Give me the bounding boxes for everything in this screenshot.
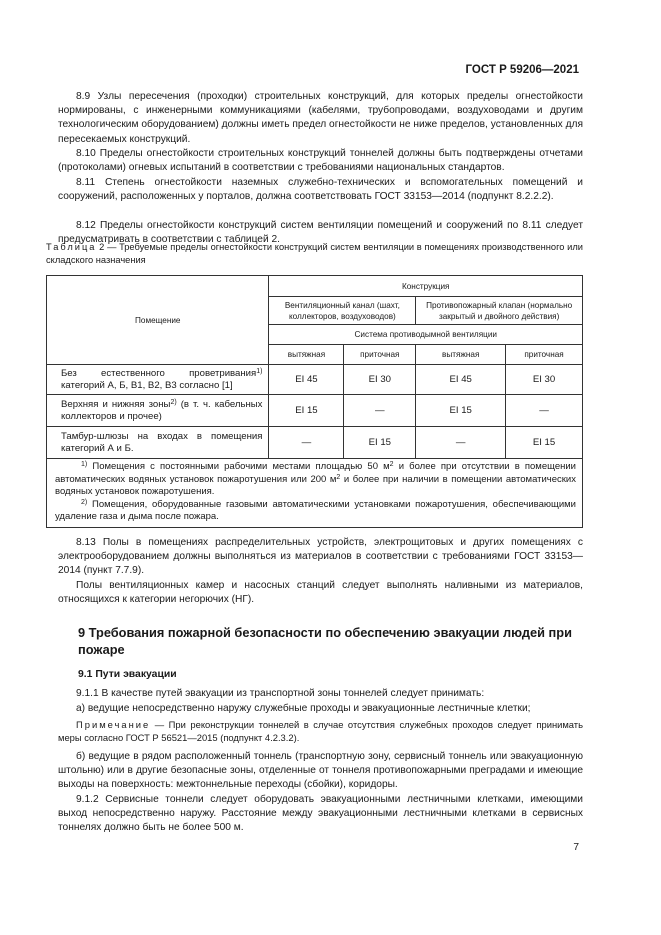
table-notes bbox=[47, 459, 583, 528]
header-duct: Вентиляционный канал (шахт, коллекторов, воздуховодов) bbox=[269, 297, 416, 325]
cell-value: EI 15 bbox=[506, 427, 583, 459]
cell-value: — bbox=[269, 427, 344, 459]
header-supply-2: приточная bbox=[506, 345, 583, 365]
table-row bbox=[47, 395, 583, 427]
cell-value: — bbox=[506, 395, 583, 427]
cell-value: — bbox=[416, 427, 506, 459]
table-caption-text: 2 — Требуемые пределы огнестойкости конструкций систем вентиляции в помещениях производственного или складского назначения bbox=[46, 242, 583, 265]
cell-value: EI 15 bbox=[269, 395, 344, 427]
table-caption-label: Таблица bbox=[46, 242, 97, 252]
paragraph-8-13: 8.13 Полы в помещениях распределительных устройств, электрощитовых и других помещениях с электрооборудованием должны выполняться из материалов в соответствии с требованиями ГОСТ 33153—2014 (пункт 7.7.9). bbox=[58, 537, 583, 577]
header-exhaust-1: вытяжная bbox=[269, 345, 344, 365]
header-exhaust-2: вытяжная bbox=[416, 345, 506, 365]
note-text: — При реконструкции тоннелей в случае отсутствия служебных проходов следует принимать меры согласно ГОСТ Р 56521—2015 (подпункт 4.2.3.2). bbox=[58, 719, 583, 743]
subsection-9-1-heading: 9.1 Пути эвакуации bbox=[78, 669, 177, 680]
table-notes-row bbox=[47, 459, 583, 528]
paragraph-8-9: 8.9 Узлы пересечения (проходки) строительных конструкций, для которых пределы огнестойкости нормированы, с инженерными коммуникациями (кабелями, трубопроводами, воздуховодами и другим технологическим оборудованием) должны иметь предел огнестойкости не ниже пределов, установленных для пересекаемых конструкций. bbox=[58, 91, 583, 145]
cell-value: EI 45 bbox=[416, 365, 506, 395]
fire-resistance-table bbox=[46, 275, 583, 528]
table-row bbox=[47, 427, 583, 459]
row-room: Тамбур-шлюзы на входах в помещения категорий А и Б. bbox=[47, 427, 269, 459]
note bbox=[58, 718, 583, 744]
page-number: 7 bbox=[573, 842, 579, 853]
footnote-2: $^{2)}$ Помещения, оборудованные газовыми автоматическими установками пожаротушения, обеспечивающими удаление газа и дыма после пожара. bbox=[55, 498, 576, 523]
paragraph-9-1-1-b: б) ведущие в рядом расположенный тоннель (транспортную зону, сервисный тоннель или эвакуационную штольню) или в другие безопасные зоны, отделенные от тоннеля противопожарными преградами и имеющие выходы на поверхность: межтоннельные переходы (сбойки), коридоры. bbox=[58, 751, 583, 791]
document-code: ГОСТ Р 59206—2021 bbox=[465, 64, 579, 76]
header-valve: Противопожарный клапан (нормально закрытый и двойного действия) bbox=[416, 297, 583, 325]
paragraph-9-1-1-a: а) ведущие непосредственно наружу служебные проходы и эвакуационные лестничные клетки; bbox=[76, 703, 531, 714]
table-caption bbox=[46, 241, 583, 267]
paragraph-8-12: 8.12 Пределы огнестойкости конструкций систем вентиляции помещений и сооружений по 8.11 следует предусматривать в соответствии с таблицей 2. bbox=[58, 220, 583, 246]
row-room: Без естественного проветривания$^{1)}$ категорий А, Б, В1, В2, В3 согласно [1] bbox=[47, 365, 269, 395]
header-smoke-system: Система противодымной вентиляции bbox=[269, 325, 583, 345]
table-row bbox=[47, 365, 583, 395]
paragraph-8-11: 8.11 Степень огнестойкости наземных служебно-технических и вспомогательных помещений и сооружений, расположенных у порталов, должна соответствовать ГОСТ 33153—2014 (подпункт 8.2.2.2). bbox=[58, 177, 583, 203]
cell-value: EI 30 bbox=[506, 365, 583, 395]
header-construction: Конструкция bbox=[269, 276, 583, 297]
paragraph-8-13-floors: Полы вентиляционных камер и насосных станций следует выполнять наливными из материалов, относящихся к категории негорючих (НГ). bbox=[58, 580, 583, 606]
paragraph-9-1-1: 9.1.1 В качестве путей эвакуации из транспортной зоны тоннелей следует принимать: bbox=[76, 688, 485, 699]
cell-value: EI 30 bbox=[344, 365, 416, 395]
row-room: Верхняя и нижняя зоны$^{2)}$ (в т. ч. кабельных коллекторов и прочее) bbox=[47, 395, 269, 427]
cell-value: EI 45 bbox=[269, 365, 344, 395]
header-supply-1: приточная bbox=[344, 345, 416, 365]
paragraph-9-1-2: 9.1.2 Сервисные тоннели следует оборудовать эвакуационными лестничными клетками, имеющими выход непосредственно наружу. Расстояние между эвакуационными лестничными клетками в сервисных тоннелях должно быть не более 500 м. bbox=[58, 794, 583, 834]
cell-value: EI 15 bbox=[416, 395, 506, 427]
paragraph-8-10: 8.10 Пределы огнестойкости строительных конструкций тоннелей должны быть подтверждены отчетами (протоколами) огневых испытаний в соответствии с требованиями национальных стандартов. bbox=[58, 148, 583, 174]
footnote-1: $^{1)}$ Помещения с постоянными рабочими местами площадью 50 $м^2$ и более при отсутствии в помещении автоматических водяных установок пожаротушения или 200 $м^2$ и более при наличии в помещении автоматических водяных установок пожаротушения. bbox=[55, 461, 576, 498]
cell-value: — bbox=[344, 395, 416, 427]
section-9-heading: 9 Требования пожарной безопасности по обеспечению эвакуации людей при пожаре bbox=[78, 625, 572, 657]
cell-value: EI 15 bbox=[344, 427, 416, 459]
note-label: Примечание bbox=[76, 719, 151, 730]
header-room: Помещение bbox=[47, 276, 269, 365]
